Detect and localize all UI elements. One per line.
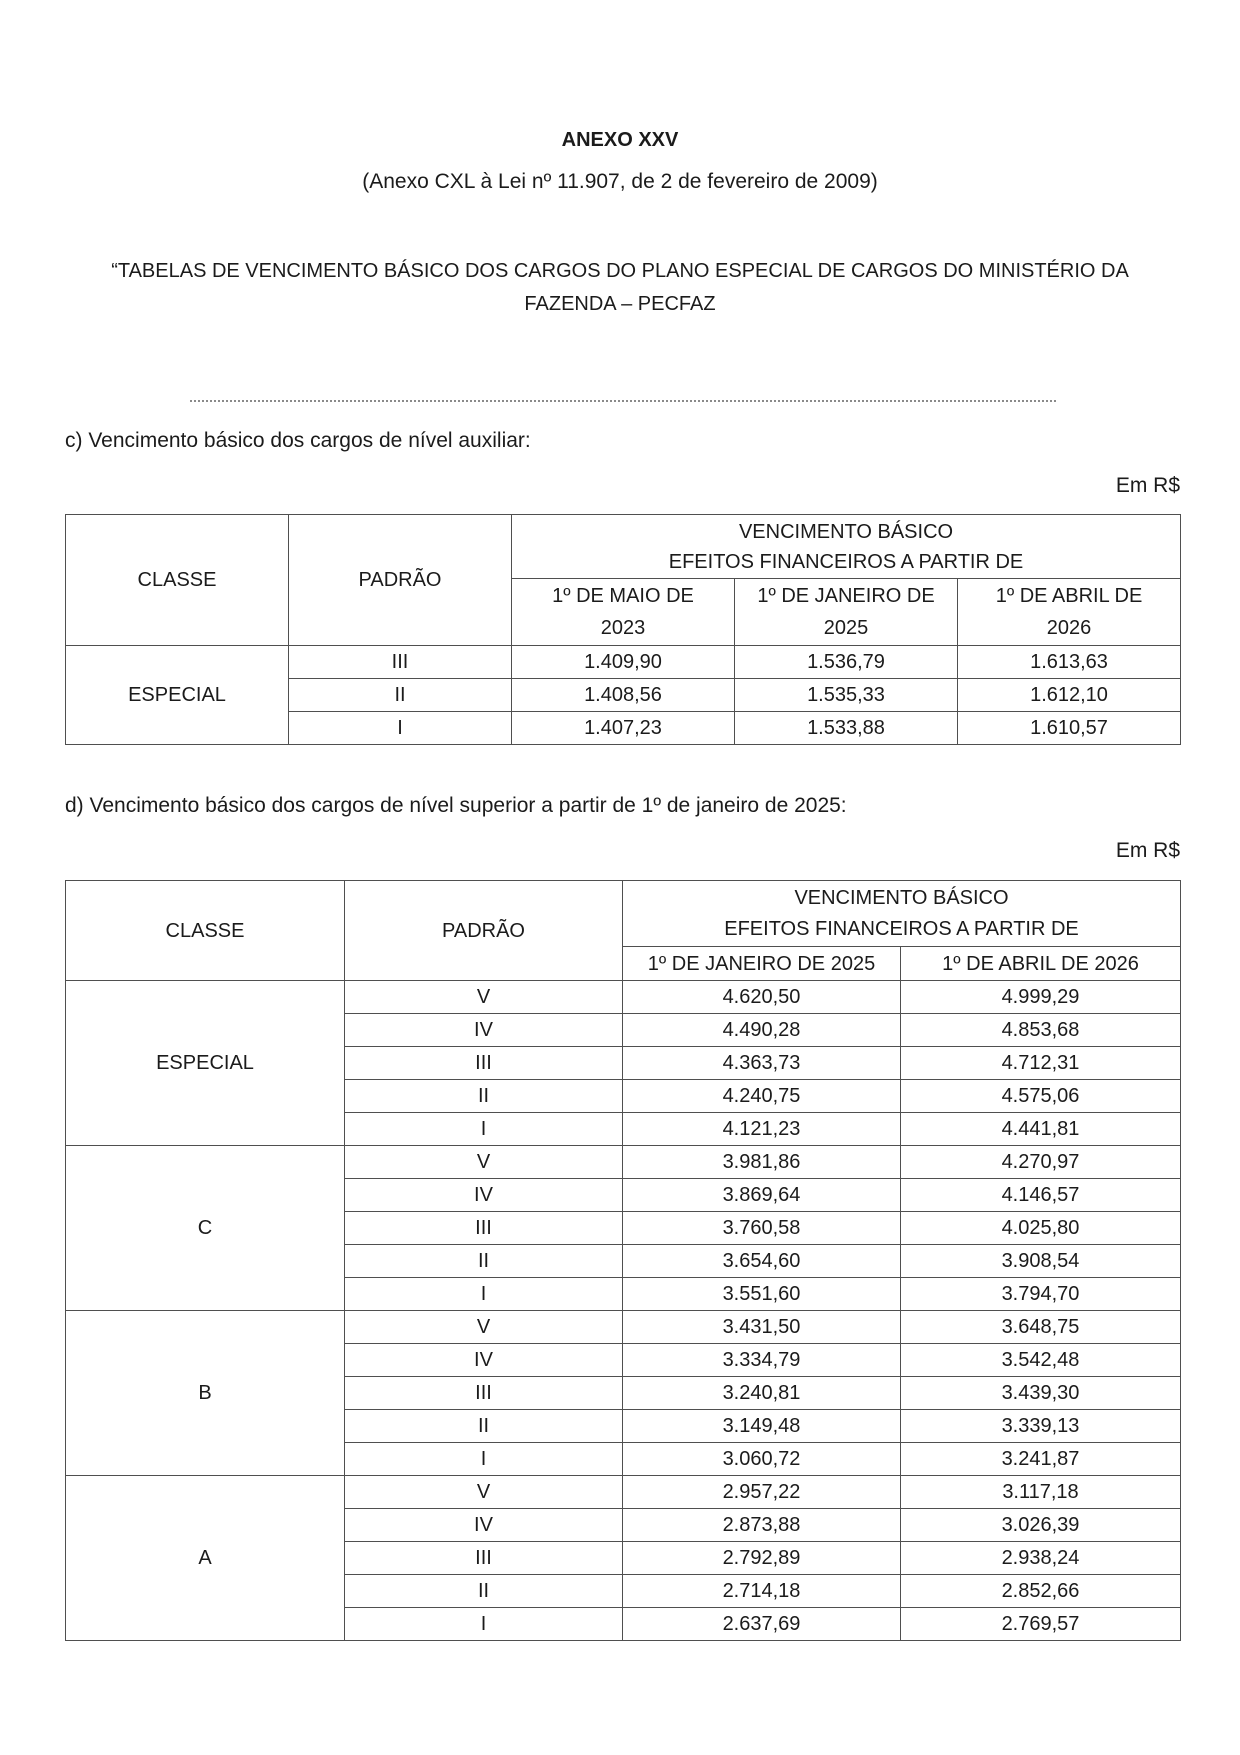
salary-value-cell: 3.339,13 <box>901 1410 1181 1443</box>
effective-date-line: 1º DE JANEIRO DE 2025 <box>647 952 876 975</box>
salary-value-cell: 3.869,64 <box>623 1179 901 1212</box>
salary-value-cell: 2.852,66 <box>901 1575 1181 1608</box>
padrao-cell: III <box>345 1212 623 1245</box>
salary-value-cell: 3.551,60 <box>623 1278 901 1311</box>
salary-value-cell: 2.873,88 <box>623 1509 901 1542</box>
salary-value-cell: 1.610,57 <box>958 712 1181 745</box>
effective-date-line: 1º DE ABRIL DE 2026 <box>942 952 1139 975</box>
padrao-cell: V <box>345 981 623 1014</box>
salary-value-cell: 4.712,31 <box>901 1047 1181 1080</box>
salary-value-cell: 2.769,57 <box>901 1608 1181 1641</box>
padrao-cell: II <box>345 1410 623 1443</box>
padrao-cell: III <box>289 646 512 679</box>
group-header-line: EFEITOS FINANCEIROS A PARTIR DE <box>668 550 1024 573</box>
section-d-label: d) Vencimento básico dos cargos de nível superior a partir de 1º de janeiro de 2025: <box>65 794 847 817</box>
salary-value-cell: 3.026,39 <box>901 1509 1181 1542</box>
effective-date-header <box>623 947 901 981</box>
salary-value-cell: 4.620,50 <box>623 981 901 1014</box>
padrao-cell: II <box>345 1575 623 1608</box>
padrao-cell: I <box>289 712 512 745</box>
salary-value-cell: 1.612,10 <box>958 679 1181 712</box>
main-title-line: FAZENDA – PECFAZ <box>524 293 716 315</box>
salary-value-cell: 3.981,86 <box>623 1146 901 1179</box>
padrao-cell: IV <box>345 1344 623 1377</box>
salary-value-cell: 4.575,06 <box>901 1080 1181 1113</box>
padrao-cell: II <box>345 1245 623 1278</box>
group-header-line: EFEITOS FINANCEIROS A PARTIR DE <box>724 917 1079 940</box>
effective-date-line: 1º DE ABRIL DE <box>995 585 1143 607</box>
salary-value-cell: 1.533,88 <box>735 712 958 745</box>
salary-value-cell: 3.908,54 <box>901 1245 1181 1278</box>
effective-date-header <box>958 579 1181 646</box>
salary-value-cell: 4.441,81 <box>901 1113 1181 1146</box>
padrao-cell: V <box>345 1476 623 1509</box>
salary-value-cell: 4.853,68 <box>901 1014 1181 1047</box>
salary-value-cell: 4.146,57 <box>901 1179 1181 1212</box>
padrao-cell: IV <box>345 1014 623 1047</box>
section-c-label: c) Vencimento básico dos cargos de nível auxiliar: <box>65 429 531 452</box>
dotted-separator <box>190 400 1056 402</box>
padrao-cell: II <box>289 679 512 712</box>
salary-value-cell: 3.439,30 <box>901 1377 1181 1410</box>
salary-value-cell: 3.060,72 <box>623 1443 901 1476</box>
currency-note: Em R$ <box>1115 474 1180 497</box>
padrao-cell: I <box>345 1443 623 1476</box>
vencimento-group-header <box>512 515 1181 579</box>
classe-cell: ESPECIAL <box>66 981 345 1146</box>
header-row <box>66 515 1181 579</box>
padrao-cell: V <box>345 1311 623 1344</box>
currency-note: Em R$ <box>1115 839 1180 862</box>
table-row <box>66 1476 1181 1509</box>
table-row <box>66 1311 1181 1344</box>
salary-value-cell: 3.431,50 <box>623 1311 901 1344</box>
salary-value-cell: 2.792,89 <box>623 1542 901 1575</box>
group-header-line: VENCIMENTO BÁSICO <box>794 886 1009 909</box>
effective-date-line: 2026 <box>1046 617 1092 639</box>
group-header-line: VENCIMENTO BÁSICO <box>738 520 954 543</box>
salary-value-cell: 3.334,79 <box>623 1344 901 1377</box>
main-title-line: “TABELAS DE VENCIMENTO BÁSICO DOS CARGOS DO PLANO ESPECIAL DE CARGOS DO MINISTÉRIO DA <box>111 260 1129 282</box>
salary-value-cell: 3.149,48 <box>623 1410 901 1443</box>
salary-value-cell: 2.637,69 <box>623 1608 901 1641</box>
salary-value-cell: 3.240,81 <box>623 1377 901 1410</box>
table-body <box>66 646 1181 745</box>
classe-cell: A <box>66 1476 345 1641</box>
effective-date-header <box>735 579 958 646</box>
salary-value-cell: 3.794,70 <box>901 1278 1181 1311</box>
effective-date-line: 2025 <box>823 617 869 639</box>
salary-value-cell: 2.957,22 <box>623 1476 901 1509</box>
effective-date-line: 1º DE JANEIRO DE <box>757 585 935 607</box>
salary-value-cell: 2.938,24 <box>901 1542 1181 1575</box>
salary-value-cell: 3.654,60 <box>623 1245 901 1278</box>
table-row <box>66 1146 1181 1179</box>
salary-value-cell: 1.536,79 <box>735 646 958 679</box>
padrao-cell: II <box>345 1080 623 1113</box>
padrao-cell: I <box>345 1113 623 1146</box>
padrao-cell: IV <box>345 1179 623 1212</box>
effective-date-line: 1º DE MAIO DE <box>552 585 694 607</box>
salary-value-cell: 4.363,73 <box>623 1047 901 1080</box>
salary-value-cell: 2.714,18 <box>623 1575 901 1608</box>
salary-table-nivel-auxiliar <box>65 514 1181 745</box>
classe-column-header: CLASSE <box>66 515 289 646</box>
salary-value-cell: 4.999,29 <box>901 981 1181 1014</box>
salary-value-cell: 1.409,90 <box>512 646 735 679</box>
salary-value-cell: 4.490,28 <box>623 1014 901 1047</box>
salary-value-cell: 3.648,75 <box>901 1311 1181 1344</box>
main-title <box>0 255 1240 321</box>
salary-value-cell: 4.240,75 <box>623 1080 901 1113</box>
salary-value-cell: 4.121,23 <box>623 1113 901 1146</box>
padrao-column-header: PADRÃO <box>345 881 623 981</box>
padrao-cell: IV <box>345 1509 623 1542</box>
salary-value-cell: 1.408,56 <box>512 679 735 712</box>
salary-value-cell: 1.407,23 <box>512 712 735 745</box>
salary-table-nivel-superior <box>65 880 1181 1641</box>
effective-date-header <box>512 579 735 646</box>
vencimento-group-header <box>623 881 1181 947</box>
padrao-cell: III <box>345 1542 623 1575</box>
annex-reference: (Anexo CXL à Lei nº 11.907, de 2 de fevereiro de 2009) <box>362 170 878 193</box>
padrao-column-header: PADRÃO <box>289 515 512 646</box>
padrao-cell: I <box>345 1608 623 1641</box>
classe-cell: ESPECIAL <box>66 646 289 745</box>
padrao-cell: V <box>345 1146 623 1179</box>
classe-cell: B <box>66 1311 345 1476</box>
padrao-cell: III <box>345 1047 623 1080</box>
salary-value-cell: 3.241,87 <box>901 1443 1181 1476</box>
padrao-cell: III <box>345 1377 623 1410</box>
classe-cell: C <box>66 1146 345 1311</box>
salary-value-cell: 1.613,63 <box>958 646 1181 679</box>
classe-column-header: CLASSE <box>66 881 345 981</box>
salary-value-cell: 3.542,48 <box>901 1344 1181 1377</box>
effective-date-header <box>901 947 1181 981</box>
table-row <box>66 646 1181 679</box>
table-header <box>66 515 1181 646</box>
salary-value-cell: 3.117,18 <box>901 1476 1181 1509</box>
salary-value-cell: 1.535,33 <box>735 679 958 712</box>
salary-value-cell: 4.025,80 <box>901 1212 1181 1245</box>
salary-value-cell: 4.270,97 <box>901 1146 1181 1179</box>
table-row <box>66 981 1181 1014</box>
effective-date-line: 2023 <box>600 617 646 639</box>
salary-value-cell: 3.760,58 <box>623 1212 901 1245</box>
padrao-cell: I <box>345 1278 623 1311</box>
table-body <box>66 981 1181 1641</box>
table-header <box>66 881 1181 981</box>
annex-title: ANEXO XXV <box>561 129 679 151</box>
header-row <box>66 881 1181 947</box>
